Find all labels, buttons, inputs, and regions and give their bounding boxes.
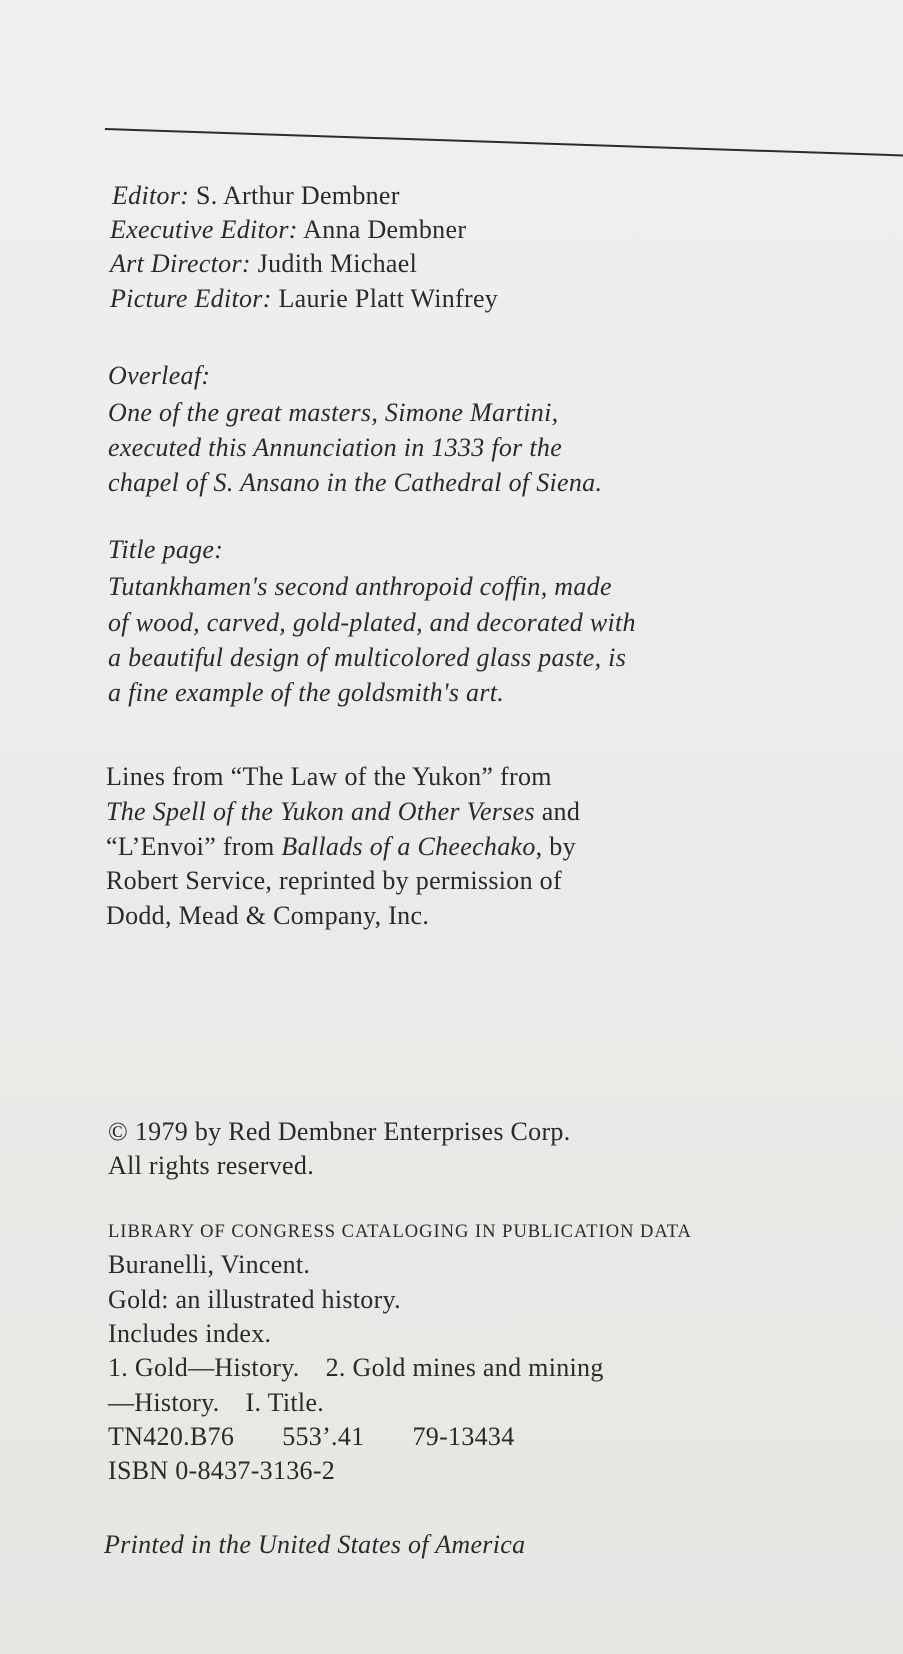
cip-subjects bbox=[108, 1353, 604, 1383]
cip-title: Gold: an illustrated history. bbox=[108, 1285, 401, 1314]
cip-lccn: 79-13434 bbox=[412, 1422, 515, 1451]
picture-editor-name: Laurie Platt Winfrey bbox=[278, 284, 499, 313]
overleaf-line: chapel of S. Ansano in the Cathedral of Siena. bbox=[108, 468, 603, 497]
editor-line bbox=[112, 181, 400, 211]
copyright-line: © 1979 by Red Dembner Enterprises Corp. bbox=[108, 1117, 571, 1146]
cip-author: Buranelli, Vincent. bbox=[108, 1250, 311, 1279]
editor-label: Editor: bbox=[112, 181, 190, 210]
permissions-line bbox=[106, 832, 576, 862]
cip-isbn: ISBN 0-8437-3136-2 bbox=[108, 1456, 336, 1485]
cip-note: Includes index. bbox=[108, 1319, 272, 1348]
executive-editor-label: Executive Editor: bbox=[110, 215, 298, 244]
title-page-line: Tutankhamen's second anthropoid coffin, made bbox=[108, 572, 612, 601]
cip-subjects-cont bbox=[108, 1388, 324, 1418]
permissions-line: Lines from “The Law of the Yukon” from bbox=[106, 762, 552, 791]
book-title: The Spell of the Yukon and Other Verses bbox=[106, 797, 535, 826]
cip-subject: 2. Gold mines and mining bbox=[325, 1353, 604, 1382]
overleaf-line: One of the great masters, Simone Martini, bbox=[108, 398, 559, 427]
permissions-line: Dodd, Mead & Company, Inc. bbox=[106, 901, 430, 930]
art-director-name: Judith Michael bbox=[257, 249, 418, 278]
overleaf-line: executed this Annunciation in 1333 for the bbox=[108, 433, 563, 462]
editor-name: S. Arthur Dembner bbox=[196, 181, 400, 210]
cip-dewey: 553’.41 bbox=[282, 1422, 365, 1451]
permissions-text: and bbox=[534, 797, 581, 826]
executive-editor-line bbox=[110, 215, 466, 245]
permissions-line: Robert Service, reprinted by permission of bbox=[106, 866, 562, 895]
title-page-heading: Title page: bbox=[108, 535, 224, 564]
cip-call-number: TN420.B76 bbox=[108, 1422, 235, 1451]
permissions-text: , by bbox=[535, 832, 576, 861]
executive-editor-name: Anna Dembner bbox=[303, 215, 467, 244]
cip-classification bbox=[108, 1422, 515, 1452]
art-director-line bbox=[110, 249, 417, 279]
cip-subject: 1. Gold—History. bbox=[108, 1353, 300, 1382]
overleaf-heading: Overleaf: bbox=[108, 361, 211, 390]
title-page-line: a fine example of the goldsmith's art. bbox=[108, 678, 505, 707]
picture-editor-line bbox=[110, 284, 498, 314]
printed-in-line: Printed in the United States of America bbox=[104, 1530, 526, 1559]
cip-subject: —History. bbox=[108, 1388, 220, 1417]
permissions-line bbox=[106, 797, 580, 827]
permissions-text: “L’Envoi” from bbox=[106, 832, 282, 861]
rights-line: All rights reserved. bbox=[108, 1151, 315, 1180]
book-title: Ballads of a Cheechako bbox=[281, 832, 536, 861]
top-rule bbox=[105, 128, 903, 157]
picture-editor-label: Picture Editor: bbox=[110, 284, 272, 313]
art-director-label: Art Director: bbox=[110, 249, 251, 278]
cip-heading: LIBRARY OF CONGRESS CATALOGING IN PUBLICATION DATA bbox=[108, 1222, 692, 1242]
title-page-line: a beautiful design of multicolored glass paste, is bbox=[108, 643, 627, 672]
title-page-line: of wood, carved, gold-plated, and decorated with bbox=[108, 608, 636, 637]
cip-title-entry: I. Title. bbox=[245, 1388, 325, 1417]
